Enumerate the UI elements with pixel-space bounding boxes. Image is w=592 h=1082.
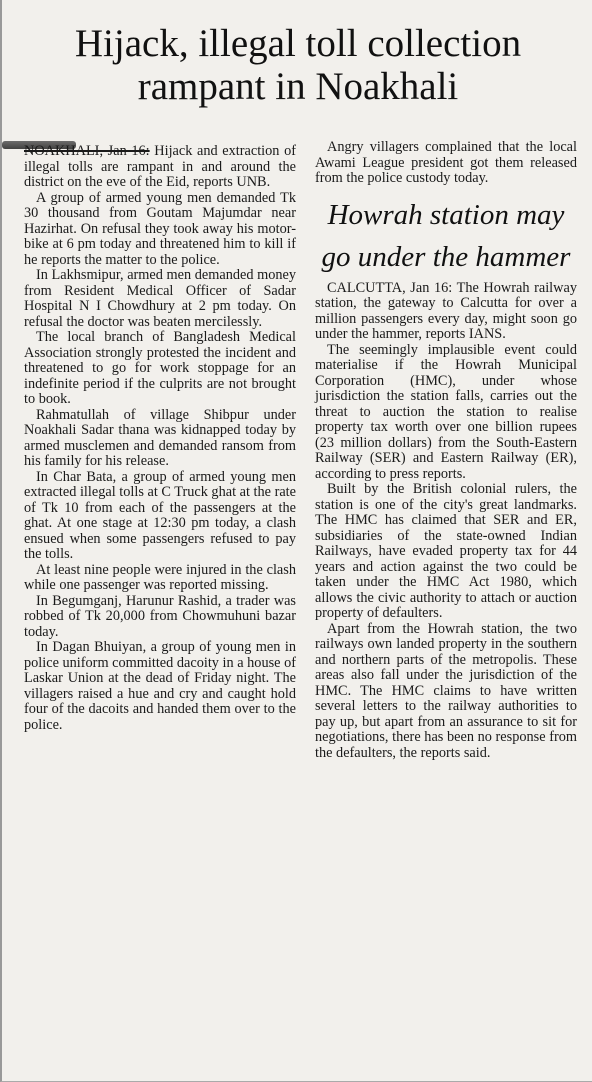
- article1-dateline: NOAKHALI, Jan 16:: [24, 143, 150, 159]
- article2-lead: [315, 281, 577, 343]
- article1-paragraph: Hijack and extraction of illegal tolls are rampant in and around the district on the eve of the Eid, reports UNB.: [24, 143, 296, 190]
- article1-paragraph: In Begumganj, Harunur Rashid, a trader was robbed of Tk 20,000 from Chowmuhuni bazar today.: [24, 592, 296, 640]
- article2-paragraph: Apart from the Howrah station, the two railways own landed property in the southern and northern parts of the metropolis. These areas also fall under the jurisdiction of the HMC. The HMC claims to have written several letters to the railway authorities to pay up, but apart from an assurance to sit for negotiations, there has been no response from the defaulters, the reports said.: [315, 620, 577, 761]
- article1-paragraph: Rahmatullah of village Shibpur under Noakhali Sadar thana was kidnapped today by armed musclemen and demanded ransom from his family for his release.: [24, 406, 296, 469]
- article2-paragraph: Built by the British colonial rulers, the station is one of the city's great landmarks. The HMC has claimed that SER and ER, subsidiaries of the state-owned Indian Railways, have evaded property tax for 44 years and action against the two could be taken under the HMC Act 1980, which allows the civic authority to attach or auction property of defaulters.: [315, 481, 577, 621]
- article1-lead: [24, 144, 296, 191]
- article2-paragraph: The seemingly implausible event could materialise if the Howrah Municipal Corporation (HMC), under whose jurisdiction the station falls, carries out the threat to auction the station to realise property tax worth over one billion rupees (23 million dollars) from the South-Eastern Railway (SER) and Eastern Railway (ER), according to press reports.: [315, 341, 577, 482]
- main-headline: Hijack, illegal toll collection rampant in Noakhali: [74, 22, 522, 108]
- article1-paragraph: In Char Bata, a group of armed young men extracted illegal tolls at C Truck ghat at the rate of Tk 10 from each of the passengers at the ghat. At one stage at 12:30 pm today, a clash ensued when some passengers refused to pay the tolls.: [24, 468, 296, 562]
- secondary-headline: Howrah station may go under the hammer: [321, 198, 571, 273]
- left-column: [24, 144, 296, 733]
- article1-paragraph: A group of armed young men demanded Tk 30 thousand from Goutam Majumdar near Hazirhat. On refusal they took away his motor-bike at 6 pm today and threatened him to kill if he reports the matter to the police.: [24, 189, 296, 268]
- right-column: [315, 140, 577, 761]
- article2-dateline: CALCUTTA, Jan 16:: [327, 279, 453, 296]
- article1-paragraph: In Dagan Bhuiyan, a group of young men in police uniform committed dacoity in a house of Laskar Union at the dead of Friday night. The villagers raised a hue and cry and caught hold four of the dacoits and handed them over to the police.: [24, 639, 296, 733]
- article1-paragraph: In Lakhsmipur, armed men demanded money from Resident Medical Officer of Sadar Hospital N I Chowdhury at 2 pm today. On refusal the doctor was beaten mercilessly.: [24, 267, 296, 330]
- article2-paragraph: The Howrah railway station, the gateway to Calcutta for over a million passengers every day, might soon go under the hammer, reports IANS.: [315, 279, 577, 342]
- article1-paragraph: Angry villagers complained that the local Awami League president got them released from the police custody today.: [315, 139, 577, 186]
- article1-paragraph: At least nine people were injured in the clash while one passenger was reported missing.: [24, 561, 296, 593]
- article1-paragraph: The local branch of Bangladesh Medical Association strongly protested the incident and threatened to go for work stoppage for an indefinite period if the culprits are not brought to book.: [24, 329, 296, 407]
